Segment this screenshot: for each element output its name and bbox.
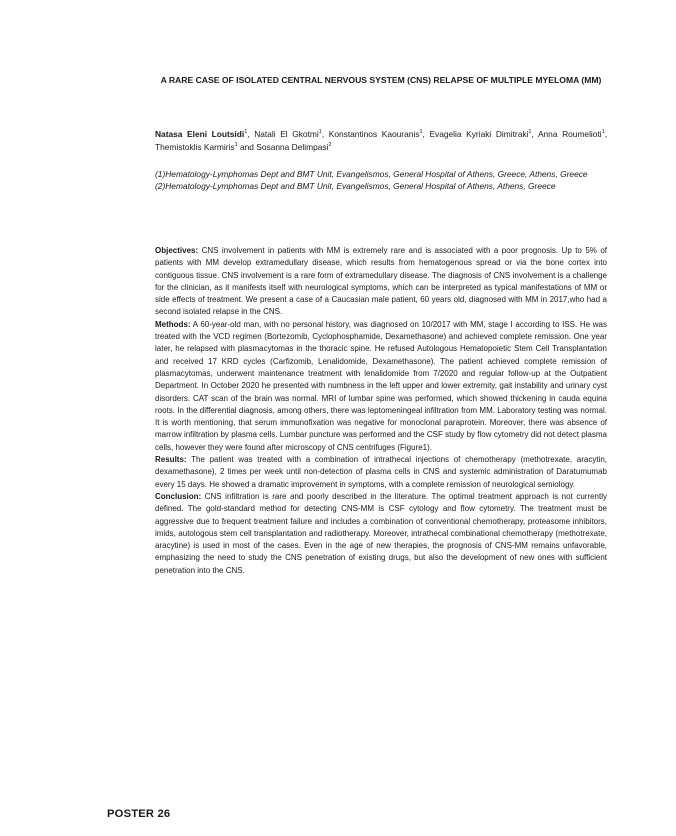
author-separator: and: [237, 142, 257, 153]
section-text: A 60-year-old man, with no personal history, was diagnosed on 10/2017 with MM, stage I according to ISS. He was treated with the VCD regimen (Bortezomib, Cyclophosphamide, Dexamethasone) and achieved complete remission. One year later, he relapsed with plasmacytomas in the thoracic spine. He refused Autologous Hematopoietic Stem Cell Transplantation and received 17 KRD cycles (Carfizomib, Lenalidomide, Dexamethasone). The patient achieved complete remission of plasmacytomas, underwent maintenance treatment with lenalidomide from 7/2020 and regular follow-up at the Outpatient Department. In October 2020 he presented with numbness in the left upper and lower extremity, gait instability and urinary cyst disorders. CAT scan of the brain was normal. MRI of lumbar spine was performed, which showed thickening in cauda equina roots. In the differential diagnosis, among others, there was leptomeningeal infiltration from MM. Laboratory testing was normal. It is worth mentioning, that serum immunofixation was negative for monoclonal paraprotein. Moreover, there was absence of marrow infiltration by plasma cells. Lumbar puncture was performed and the CSF study by flow cytometry did not detect plasma cells, however they were found after microscopy of CNS centrifuges (Figure1).: [155, 319, 607, 452]
section-text: CNS involvement in patients with MM is extremely rare and is associated with a poor prognosis. Up to 5% of patients with MM develop extramedullary disease, which results from hematogenous spread or via the bone cortex into contiguous tissue. CNS involvement is a rare form of extramedullary disease. The diagnosis of CNS involvement is a challenge for the clinician, as it manifests itself with neurological symptoms, which can be interpreted as typical manifestations of MM or side effects of treatment. We present a case of a Caucasian male patient, 60 years old, diagnosed with MM in 2017,who had a second isolated relapse in the CNS.: [155, 246, 607, 317]
author-separator: ,: [531, 129, 538, 139]
section-label: Methods:: [155, 319, 191, 329]
affiliation-marker: 2: [328, 142, 332, 149]
affiliation-2: (2)Hematology-Lymphomas Dept and BMT Unit, Evangelismos, General Hospital of Athens, Athens, Greece: [155, 181, 556, 192]
author-name: Natali El Gkotmi: [254, 129, 319, 139]
section-label: Results:: [155, 455, 187, 465]
author-separator: ,: [422, 129, 430, 139]
paper-title: A RARE CASE OF ISOLATED CENTRAL NERVOUS SYSTEM (CNS) RELAPSE OF MULTIPLE MYELOMA (MM): [160, 75, 602, 85]
affiliation-marker: 1: [419, 129, 423, 136]
author-name: Sosanna Delimpasi: [256, 142, 329, 153]
affiliation-list: [155, 168, 607, 192]
section-methods: [155, 319, 607, 454]
author-list: [155, 128, 607, 155]
affiliation-1: (1)Hematology-Lymphomas Dept and BMT Unit, Evangelismos, General Hospital of Athens, Greece, Athens, Greece: [155, 169, 588, 179]
author-name: Natasa Eleni Loutsidi: [155, 129, 245, 139]
author-separator: ,: [247, 129, 255, 139]
author-separator: ,: [604, 129, 608, 139]
author-name: Konstantinos Kaouranis: [328, 129, 420, 139]
author-name: Themistoklis Karmiris: [155, 142, 235, 153]
affiliation-marker: 1: [244, 129, 248, 136]
affiliation-marker: 1: [318, 129, 322, 136]
section-text: CNS infiltration is rare and poorly described in the literature. The optimal treatment approach is not currently defined. The gold-standard method for detecting CNS-MM is CSF cytology and flow cytometry. The treatment must be aggressive due to frequent treatment failure and includes a combination of conventional chemotherapy, proteasome inhibitors, imids, autologous stem cell transplantation and radiotherapy. Moreover, intrathecal combinational chemotherapy (methotrexate, aracytine) is used in most of the cases. Even in the age of new therapies, the prognosis of CNS-MM remains unfavorable, emphasizing the need to study the CNS penetration of existing drugs, but also the development of new ones with sufficient penetration into the CNS.: [155, 491, 607, 575]
author-name: Anna Roumelioti: [537, 129, 602, 139]
section-label: Objectives:: [155, 246, 199, 255]
affiliation-marker: 1: [234, 142, 238, 149]
section-conclusion: [155, 491, 607, 577]
abstract-body: [155, 245, 607, 577]
section-label: Conclusion:: [155, 491, 202, 501]
poster-number: POSTER 26: [107, 808, 171, 820]
author-separator: ,: [321, 129, 329, 139]
section-results: [155, 454, 607, 491]
section-objectives: [155, 245, 607, 319]
affiliation-marker: 1: [601, 129, 605, 136]
author-name: Evagelia Kyriaki Dimitraki: [429, 129, 529, 139]
section-text: The patient was treated with a combination of intrathecal injections of chemotherapy (methotrexate, aracytin, dexamethasone), 2 times per week until non-detection of plasma cells in CNS and systemic administration of Daratumumab every 15 days. He showed a dramatic improvement in symptoms, with a complete remission of neurological semiology.: [155, 455, 607, 489]
affiliation-marker: 1: [528, 129, 532, 136]
